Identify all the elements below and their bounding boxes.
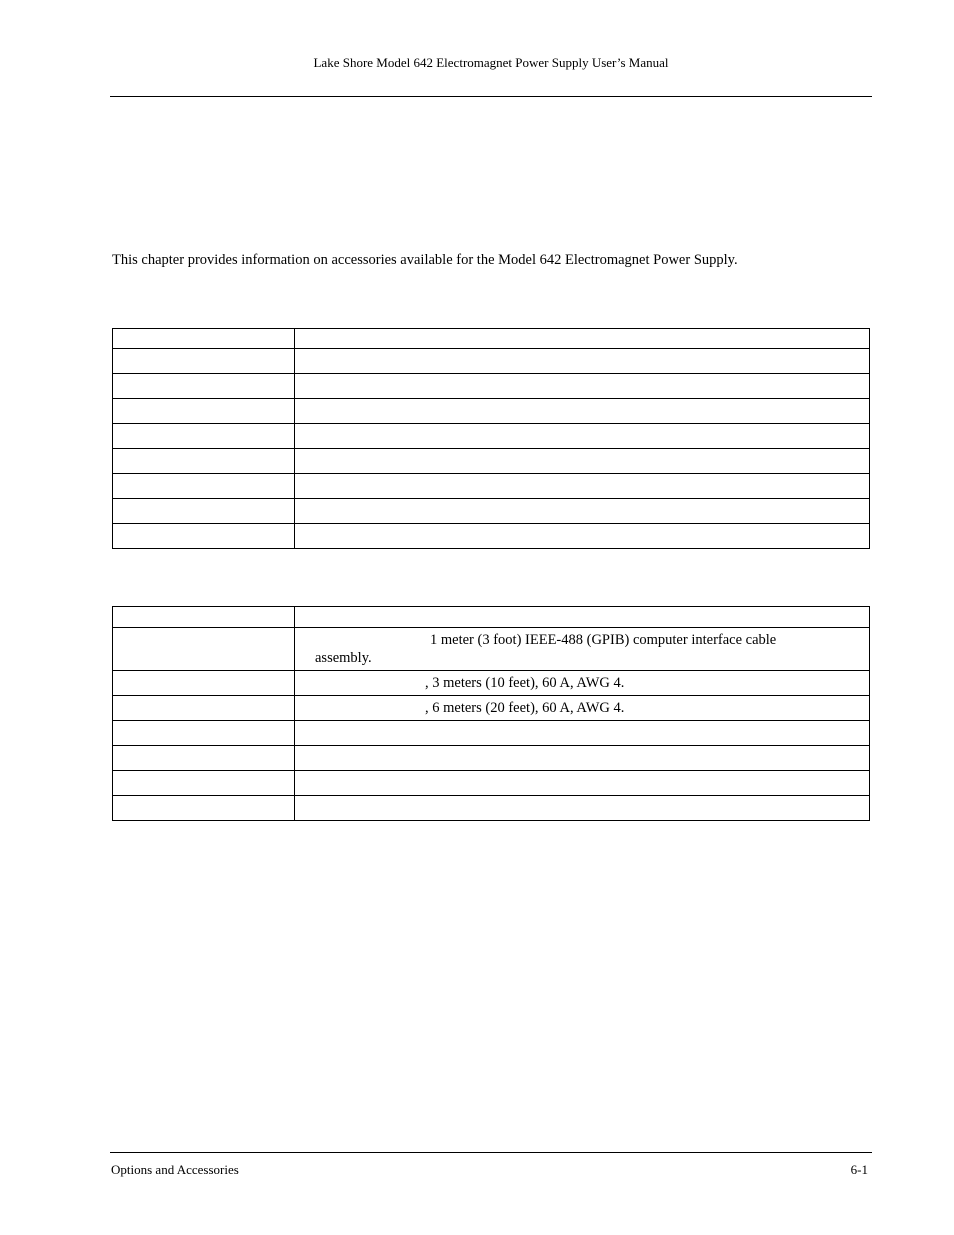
table-header-row <box>113 607 870 628</box>
lead-description: , 6 meters (20 feet), 60 A, AWG 4. <box>425 700 625 716</box>
table-row <box>113 771 870 796</box>
header-rule <box>110 96 872 97</box>
lead-description: , 3 meters (10 feet), 60 A, AWG 4. <box>425 675 625 691</box>
table-header-row <box>113 329 870 349</box>
table-row <box>113 796 870 821</box>
table-row <box>113 449 870 474</box>
options-table <box>112 328 870 549</box>
running-header: Lake Shore Model 642 Electromagnet Power Supply User’s Manual <box>313 55 669 70</box>
table-row <box>113 721 870 746</box>
cable-description-cont: assembly. <box>315 650 372 666</box>
table-row <box>113 424 870 449</box>
table-row <box>113 628 870 671</box>
page-number: 6-1 <box>850 1162 868 1177</box>
table-row <box>113 374 870 399</box>
accessories-table <box>112 606 870 821</box>
table-row <box>113 474 870 499</box>
table-row <box>113 524 870 549</box>
table-row <box>113 671 870 696</box>
table-row <box>113 399 870 424</box>
table-row <box>113 696 870 721</box>
table-row <box>113 746 870 771</box>
table-row <box>113 499 870 524</box>
cable-description: 1 meter (3 foot) IEEE-488 (GPIB) computer interface cable <box>430 632 777 648</box>
table-row <box>113 349 870 374</box>
footer-rule <box>110 1152 872 1153</box>
footer-section-title: Options and Accessories <box>111 1162 239 1177</box>
intro-paragraph: This chapter provides information on accessories available for the Model 642 Electromagnet Power Supply. <box>112 252 738 268</box>
